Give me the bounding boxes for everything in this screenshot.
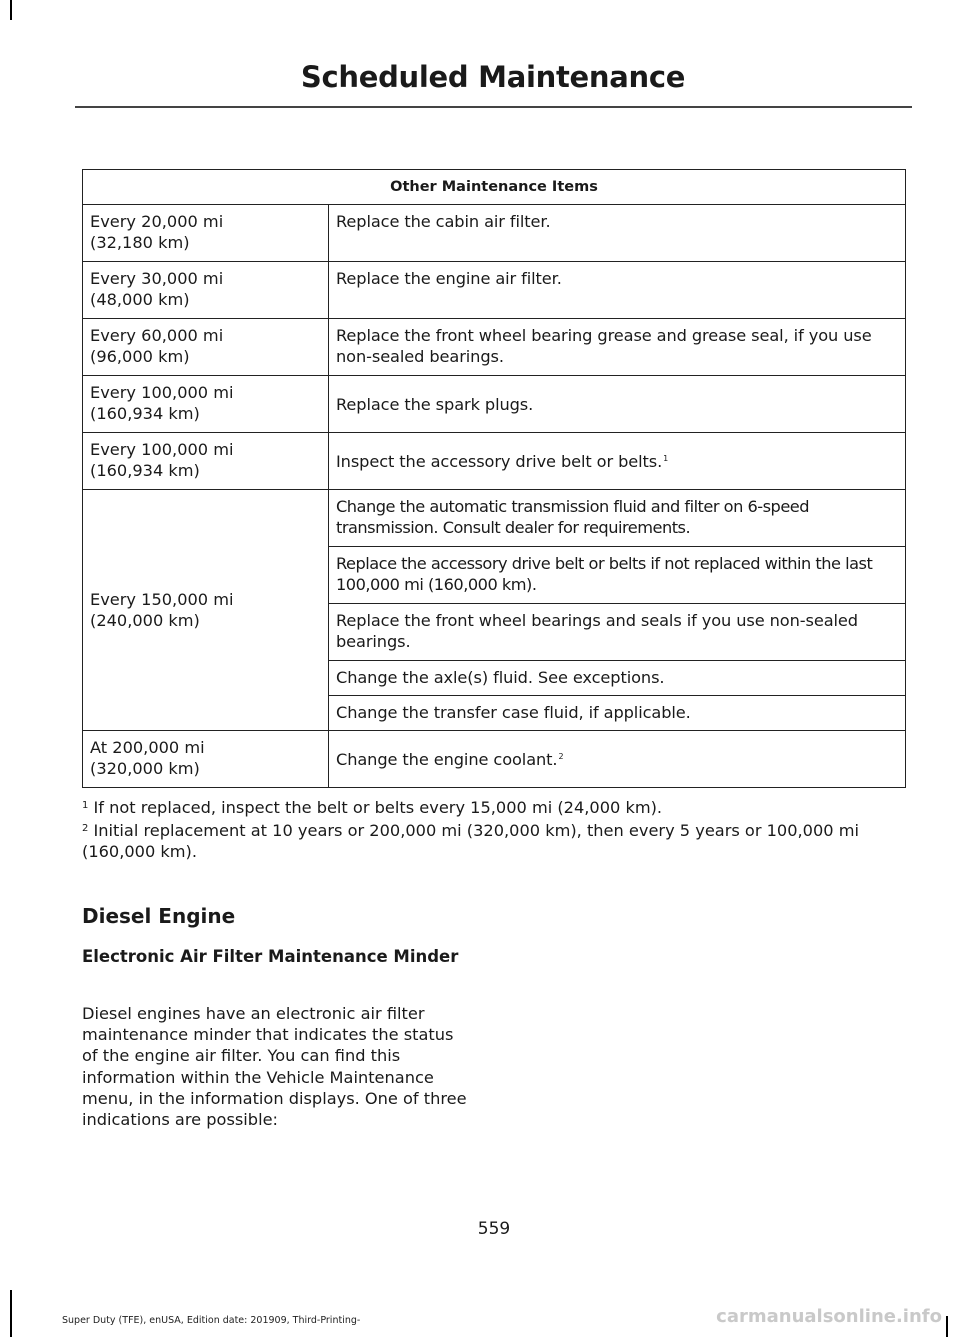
interval-cell: Every 20,000 mi (32,180 km) xyxy=(83,205,329,262)
footnote-marker: 1 xyxy=(663,453,669,463)
footnote-number: 1 xyxy=(82,800,89,811)
page-title: Scheduled Maintenance xyxy=(300,60,686,94)
footnote: $^2$ Initial replacement at 10 years or 200,000 mi (320,000 km), then every 5 years or 100,000 mi (160,000 km). xyxy=(82,821,859,861)
body-paragraph: Diesel engines have an electronic air filter maintenance minder that indicates the status of the engine air filter. You can find this information within the Vehicle Maintenance menu, in the information displays. One of three indications are possible: xyxy=(82,1004,467,1130)
table-row xyxy=(83,205,906,262)
action-cell: Change the automatic transmission fluid and filter on 6-speed transmission. Consult dealer for requirements. xyxy=(329,490,906,547)
action-cell: Change the transfer case fluid, if applicable. xyxy=(329,696,906,731)
action-cell: Change the axle(s) fluid. See exceptions. xyxy=(329,661,906,696)
footnote: $^1$ If not replaced, inspect the belt or belts every 15,000 mi (24,000 km). xyxy=(82,798,663,817)
action-cell: Replace the front wheel bearing grease and grease seal, if you use non-sealed bearings. xyxy=(329,319,906,376)
footnotes xyxy=(82,797,882,864)
interval-cell: At 200,000 mi (320,000 km) xyxy=(83,731,329,788)
action-cell: Inspect the accessory drive belt or belts.$^1$ xyxy=(329,433,906,490)
interval-cell: Every 60,000 mi (96,000 km) xyxy=(83,319,329,376)
table-row xyxy=(83,319,906,376)
interval-cell: Every 150,000 mi (240,000 km) xyxy=(83,490,329,731)
action-cell: Replace the spark plugs. xyxy=(329,376,906,433)
footnote-marker: 2 xyxy=(558,751,564,761)
action-cell: Replace the cabin air filter. xyxy=(329,205,906,262)
table-row xyxy=(83,262,906,319)
table-heading: Other Maintenance Items xyxy=(83,170,906,205)
section-heading: Diesel Engine xyxy=(82,904,236,928)
table-row xyxy=(83,376,906,433)
edition-line: Super Duty (TFE), enUSA, Edition date: 201909, Third-Printing- xyxy=(62,1315,361,1326)
page-number: 559 xyxy=(477,1219,511,1239)
interval-cell: Every 100,000 mi (160,934 km) xyxy=(83,433,329,490)
action-cell: Replace the accessory drive belt or belts if not replaced within the last 100,000 mi (160,000 km). xyxy=(329,547,906,604)
interval-cell: Every 100,000 mi (160,934 km) xyxy=(83,376,329,433)
action-cell: Replace the engine air filter. xyxy=(329,262,906,319)
crop-mark-bottom-left xyxy=(10,1290,12,1337)
table-row xyxy=(83,731,906,788)
subsection-heading: Electronic Air Filter Maintenance Minder xyxy=(82,947,459,966)
footnote-number: 2 xyxy=(82,823,89,834)
interval-cell: Every 30,000 mi (48,000 km) xyxy=(83,262,329,319)
table-row xyxy=(83,433,906,490)
action-cell: Replace the front wheel bearings and seals if you use non-sealed bearings. xyxy=(329,604,906,661)
action-cell: Change the engine coolant.$^2$ xyxy=(329,731,906,788)
maintenance-table xyxy=(82,169,906,788)
crop-mark-bottom-right xyxy=(946,1316,948,1337)
crop-mark-top-left xyxy=(10,0,12,20)
watermark: carmanualsonline.info xyxy=(716,1306,942,1327)
title-divider xyxy=(75,106,912,108)
table-row xyxy=(83,490,906,547)
